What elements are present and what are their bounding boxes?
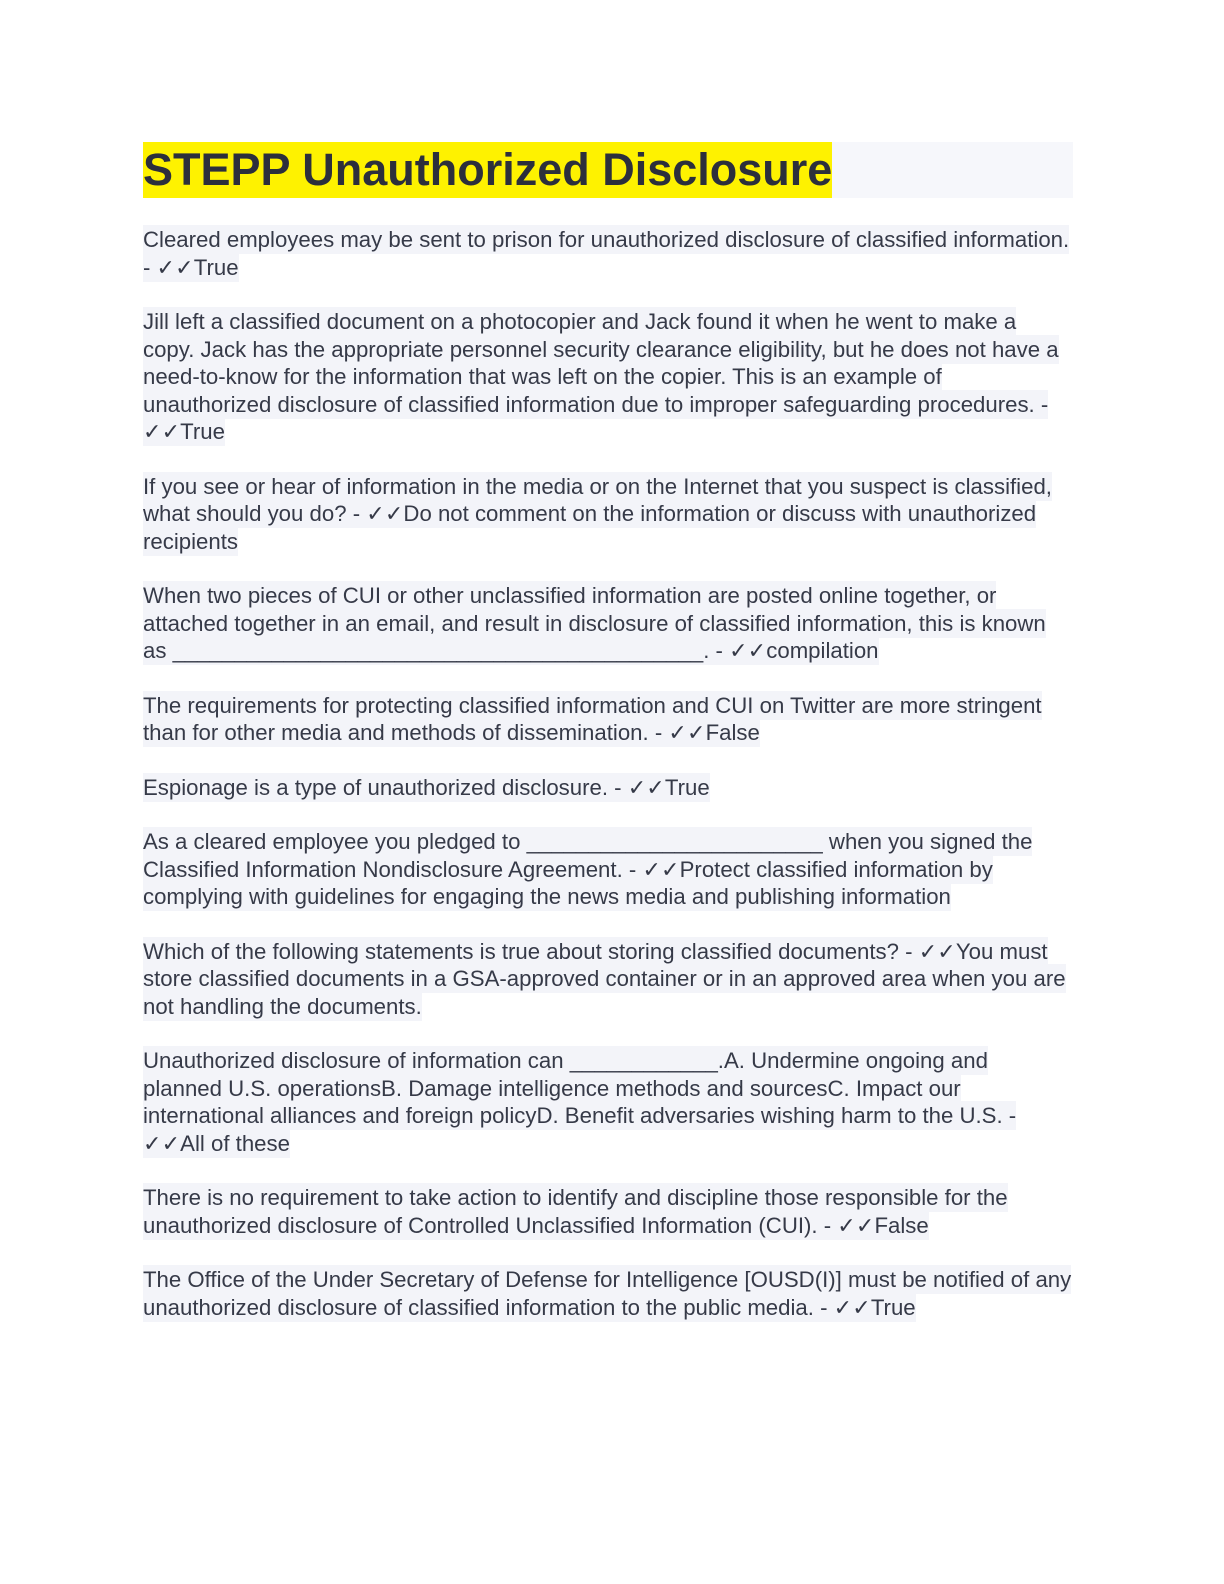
question-text: There is no requirement to take action to identify and discipline those responsible for the unauthorized disclosure of Controlled Unclassified Information (CUI). - ✓✓False xyxy=(143,1185,1008,1238)
question-item xyxy=(143,828,1073,911)
question-text: The requirements for protecting classified information and CUI on Twitter are more stringent than for other media and methods of dissemination. - ✓✓False xyxy=(143,692,1042,745)
question-text: Jill left a classified document on a photocopier and Jack found it when he went to make a copy. Jack has the appropriate personnel security clearance eligibility, but he does not have a need-to-know for the information that was left on the copier. This is an example of unauthorized disclosure of classified information due to improper safeguarding procedures. - ✓✓True xyxy=(143,309,1059,444)
question-item xyxy=(143,308,1073,446)
question-list xyxy=(143,226,1073,1321)
document-page xyxy=(143,142,1073,1348)
question-text: Which of the following statements is true about storing classified documents? - ✓✓You must store classified documents in a GSA-approved container or in an approved area when you are not handling the documents. xyxy=(143,938,1066,1019)
question-item xyxy=(143,473,1073,556)
question-item xyxy=(143,1184,1073,1239)
question-text: As a cleared employee you pledged to ________________________ when you signed the Classified Information Nondisclosure Agreement. - ✓✓Protect classified information by complying with guidelines for engaging the news media and publishing information xyxy=(143,829,1033,909)
question-item xyxy=(143,938,1073,1021)
question-item xyxy=(143,774,1073,802)
question-text: Cleared employees may be sent to prison for unauthorized disclosure of classified information. - ✓✓True xyxy=(143,227,1070,280)
question-text: Espionage is a type of unauthorized disclosure. - ✓✓True xyxy=(143,774,710,800)
question-item xyxy=(143,1047,1073,1157)
document-title: STEPP Unauthorized Disclosure xyxy=(143,142,832,198)
question-item xyxy=(143,582,1073,665)
question-text: When two pieces of CUI or other unclassified information are posted online together, or attached together in an email, and result in disclosure of classified information, this is known as ___________________________________________. - ✓✓compilation xyxy=(143,583,1046,663)
question-item xyxy=(143,692,1073,747)
question-text: If you see or hear of information in the media or on the Internet that you suspect is classified, what should you do? - ✓✓Do not comment on the information or discuss with unauthorized recipients xyxy=(143,473,1052,554)
title-bar xyxy=(143,142,1073,198)
question-text: The Office of the Under Secretary of Defense for Intelligence [OUSD(I)] must be notified of any unauthorized disclosure of classified information to the public media. - ✓✓True xyxy=(143,1267,1072,1320)
question-text: Unauthorized disclosure of information can ____________.A. Undermine ongoing and planned U.S. operationsB. Damage intelligence methods and sourcesC. Impact our international alliances and foreign policyD. Benefit adversaries wishing harm to the U.S. - ✓✓All of these xyxy=(143,1048,1017,1156)
question-item xyxy=(143,1266,1073,1321)
question-item xyxy=(143,226,1073,281)
